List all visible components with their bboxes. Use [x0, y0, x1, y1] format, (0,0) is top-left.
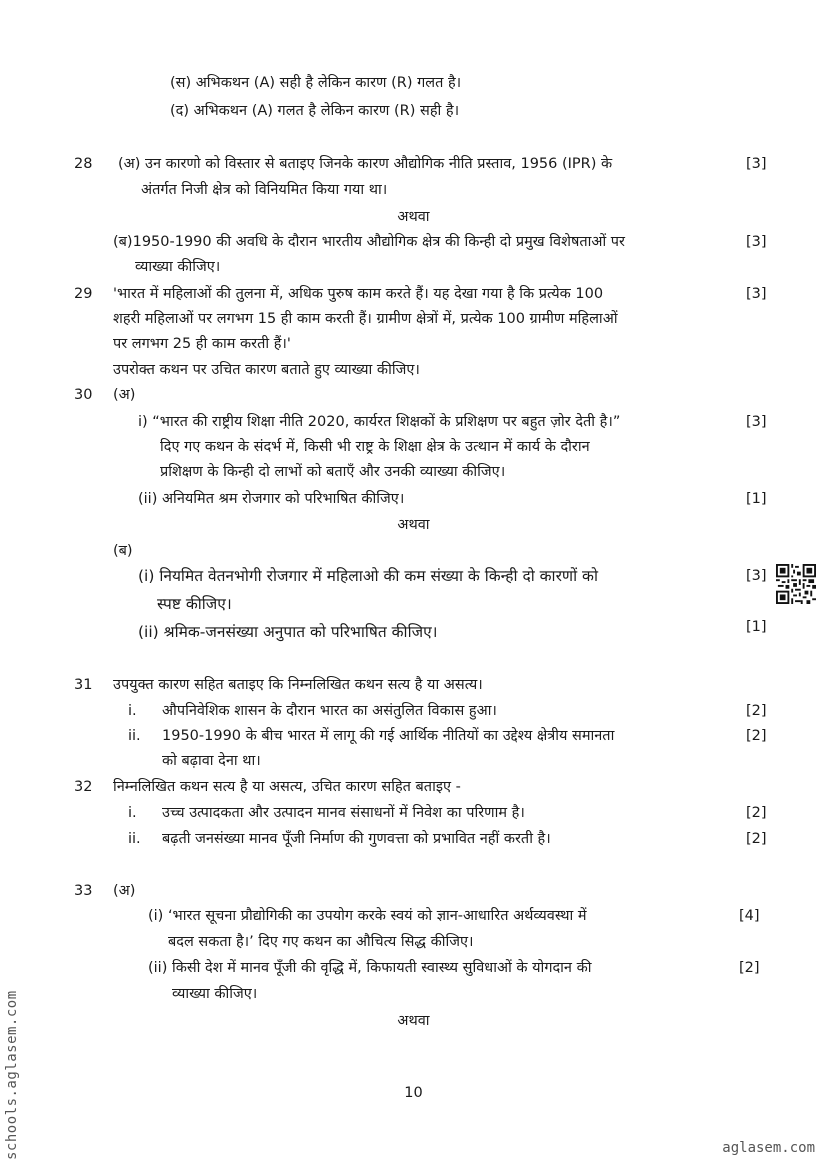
- marks: [3]: [746, 414, 767, 430]
- question-number: 31: [74, 677, 93, 693]
- q30-b-ii-line: (ii) श्रमिक-जनसंख्या अनुपात को परिभाषित कीजिए।: [138, 623, 438, 641]
- q33-i-line2: बदल सकता है।’ दिए गए कथन का औचित्य सिद्ध कीजिए।: [168, 934, 474, 950]
- marks: [2]: [746, 831, 767, 847]
- q30-b-i-line1: (i) नियमित वेतनभोगी रोजगार में महिलाओ की कम संख्या के किन्ही दो कारणों को: [138, 567, 598, 585]
- side-watermark: schools.aglasem.com: [4, 990, 20, 1160]
- q31-stem: उपयुक्त कारण सहित बताइए कि निम्नलिखित कथन सत्य है या असत्य।: [113, 677, 483, 693]
- question-number: 28: [74, 156, 93, 172]
- marks: [1]: [746, 491, 767, 507]
- option-c: (स) अभिकथन (A) सही है लेकिन कारण (R) गलत है।: [170, 75, 462, 91]
- question-number: 32: [74, 779, 93, 795]
- q30-b-i-line2: स्पष्ट कीजिए।: [157, 595, 232, 613]
- q33-a-label: (अ): [113, 883, 136, 899]
- q32-stem: निम्नलिखित कथन सत्य है या असत्य, उचित कारण सहित बताइए -: [113, 779, 461, 795]
- q32-ii-text: बढ़ती जनसंख्या मानव पूँजी निर्माण की गुणवत्ता को प्रभावित नहीं करती है।: [162, 831, 551, 847]
- q33-ii-line1: (ii) किसी देश में मानव पूँजी की वृद्धि में, किफायती स्वास्थ्य सुविधाओं के योगदान की: [148, 960, 592, 976]
- q30-i-line3: प्रशिक्षण के किन्ही दो लाभों को बताएँ और उनकी व्याख्या कीजिए।: [160, 464, 506, 480]
- marks: [2]: [739, 960, 760, 976]
- q31-i-label: i.: [128, 703, 137, 719]
- q32-ii-label: ii.: [128, 831, 141, 847]
- q30-i-line1: i) “भारत की राष्ट्रीय शिक्षा नीति 2020, कार्यरत शिक्षकों के प्रशिक्षण पर बहुत ज़ोर देती है।”: [138, 414, 621, 430]
- q28-a-line2: अंतर्गत निजी क्षेत्र को विनियमित किया गया था।: [141, 182, 388, 198]
- q29-line3: पर लगभग 25 ही काम करती हैं।': [113, 336, 291, 352]
- marks: [3]: [746, 568, 767, 584]
- q30-b-label: (ब): [113, 543, 133, 559]
- q29-line4: उपरोक्त कथन पर उचित कारण बताते हुए व्याख्या कीजिए।: [113, 362, 420, 378]
- q29-line2: शहरी महिलाओं पर लगभग 15 ही काम करती हैं। ग्रामीण क्षेत्रों में, प्रत्येक 100 ग्रामीण महिलाओं: [113, 311, 618, 327]
- page-number: 10: [404, 1085, 423, 1101]
- footer-watermark: aglasem.com: [722, 1140, 815, 1156]
- marks: [3]: [746, 286, 767, 302]
- q30-i-line2: दिए गए कथन के संदर्भ में, किसी भी राष्ट्र के शिक्षा क्षेत्र के उत्थान में कार्य के दौरान: [160, 439, 590, 455]
- option-d: (द) अभिकथन (A) गलत है लेकिन कारण (R) सही है।: [170, 103, 460, 119]
- q30-a-label: (अ): [113, 387, 136, 403]
- marks: [2]: [746, 728, 767, 744]
- question-number: 33: [74, 883, 93, 899]
- q30-ii-line: (ii) अनियमित श्रम रोजगार को परिभाषित कीजिए।: [138, 491, 405, 507]
- q29-line1: 'भारत में महिलाओं की तुलना में, अधिक पुरुष काम करते हैं। यह देखा गया है कि प्रत्येक 100: [113, 286, 604, 302]
- q31-ii-line2: को बढ़ावा देना था।: [162, 753, 261, 769]
- q28-b-line2: व्याख्या कीजिए।: [135, 259, 221, 275]
- marks: [3]: [746, 156, 767, 172]
- q31-ii-label: ii.: [128, 728, 141, 744]
- marks: [2]: [746, 703, 767, 719]
- q28-b-line1: (ब)1950-1990 की अवधि के दौरान भारतीय औद्योगिक क्षेत्र की किन्ही दो प्रमुख विशेषताओं पर: [113, 234, 625, 250]
- q32-i-label: i.: [128, 805, 137, 821]
- or-divider: अथवा: [397, 517, 430, 533]
- marks: [4]: [739, 908, 760, 924]
- question-number: 30: [74, 387, 93, 403]
- q31-ii-line1: 1950-1990 के बीच भारत में लागू की गई आर्थिक नीतियों का उद्देश्य क्षेत्रीय समानता: [162, 728, 615, 744]
- q33-ii-line2: व्याख्या कीजिए।: [172, 986, 258, 1002]
- q28-a-line1: (अ) उन कारणो को विस्तार से बताइए जिनके कारण औद्योगिक नीति प्रस्ताव, 1956 (IPR) के: [118, 156, 613, 172]
- question-number: 29: [74, 286, 93, 302]
- or-divider: अथवा: [397, 1013, 430, 1029]
- marks: [3]: [746, 234, 767, 250]
- marks: [2]: [746, 805, 767, 821]
- or-divider: अथवा: [397, 209, 430, 225]
- q32-i-text: उच्च उत्पादकता और उत्पादन मानव संसाधनों में निवेश का परिणाम है।: [162, 805, 525, 821]
- marks: [1]: [746, 619, 767, 635]
- qr-code-icon: [776, 564, 816, 604]
- q31-i-text: औपनिवेशिक शासन के दौरान भारत का असंतुलित विकास हुआ।: [162, 703, 497, 719]
- q33-i-line1: (i) ‘भारत सूचना प्रौद्योगिकी का उपयोग करके स्वयं को ज्ञान-आधारित अर्थव्यवस्था में: [148, 908, 587, 924]
